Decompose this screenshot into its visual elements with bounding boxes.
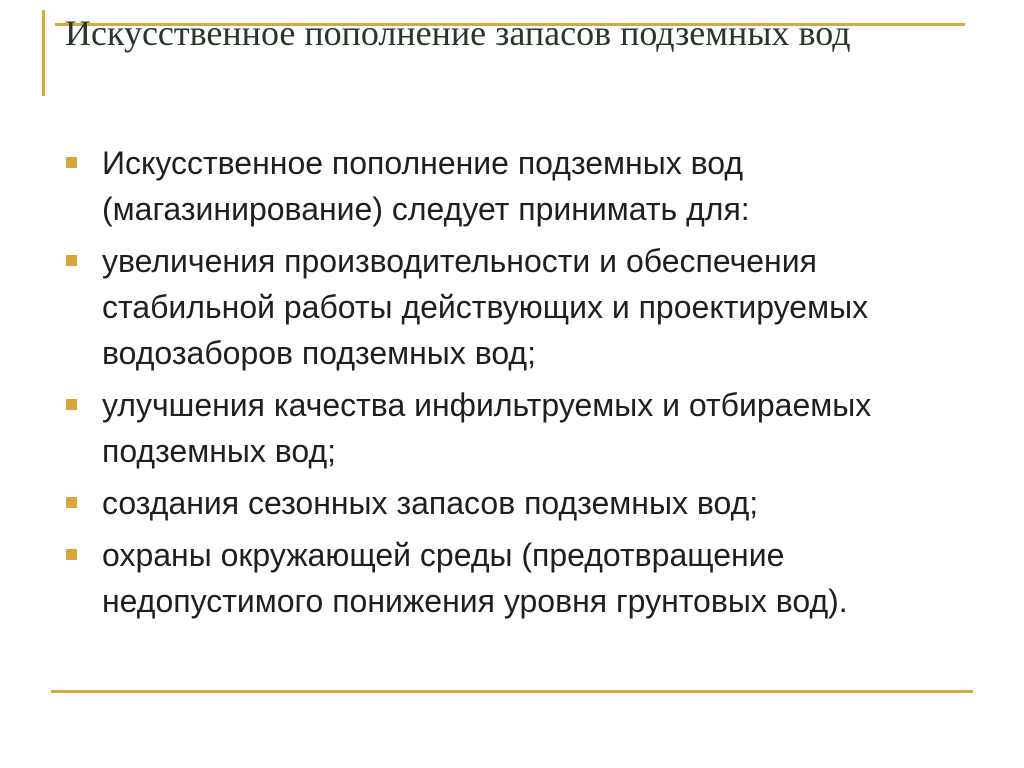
square-bullet-icon xyxy=(66,497,77,508)
left-frame-line xyxy=(42,10,45,96)
bullet-text: охраны окружающей среды (предотвращение недопустимого понижения уровня грунтовых вод). xyxy=(102,537,848,619)
bullet-text: увеличения производительности и обеспечения стабильной работы действующих и проектируемых водозаборов подземных вод; xyxy=(102,243,869,371)
square-bullet-icon xyxy=(66,399,77,410)
square-bullet-icon xyxy=(66,549,77,560)
slide-title: Искусственное пополнение запасов подземных вод xyxy=(65,13,851,53)
bullet-item xyxy=(64,140,944,232)
bullet-item xyxy=(64,238,944,376)
bullet-item xyxy=(64,532,944,624)
square-bullet-icon xyxy=(66,157,77,168)
bullet-text: улучшения качества инфильтруемых и отбираемых подземных вод; xyxy=(102,387,872,469)
bullet-text: создания сезонных запасов подземных вод; xyxy=(102,485,759,521)
bullet-item xyxy=(64,480,944,526)
bullet-list xyxy=(64,140,944,630)
bullet-text: Искусственное пополнение подземных вод (магазинирование) следует принимать для: xyxy=(102,145,750,227)
square-bullet-icon xyxy=(66,255,77,266)
bottom-frame-line xyxy=(51,690,973,693)
bullet-item xyxy=(64,382,944,474)
